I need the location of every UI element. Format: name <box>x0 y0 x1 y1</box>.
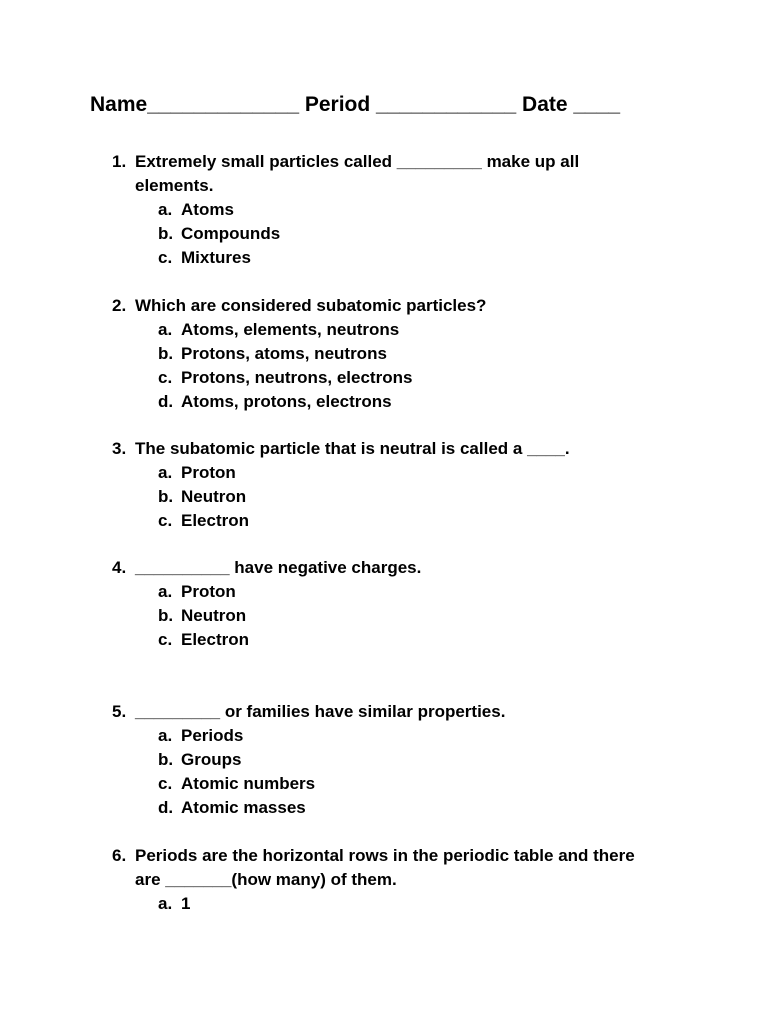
question-text: __________ have negative charges. <box>135 558 422 577</box>
option-text: Protons, neutrons, electrons <box>181 368 413 387</box>
question-number: 2. <box>112 296 127 315</box>
answer-option <box>0 892 768 916</box>
question-number: 6. <box>112 846 127 865</box>
question-number: 1. <box>112 152 127 171</box>
option-letter: a. <box>158 726 173 745</box>
option-text: Atoms, protons, electrons <box>181 392 392 411</box>
question-text: elements. <box>135 176 214 195</box>
option-letter: a. <box>158 894 173 913</box>
question-line <box>0 174 768 198</box>
question-line <box>0 437 768 461</box>
option-letter: d. <box>158 392 174 411</box>
answer-option <box>0 318 768 342</box>
option-letter: b. <box>158 344 174 363</box>
answer-option <box>0 724 768 748</box>
answer-option <box>0 342 768 366</box>
question-number: 5. <box>112 702 127 721</box>
question-text: Which are considered subatomic particles? <box>135 296 487 315</box>
answer-option <box>0 628 768 652</box>
option-letter: b. <box>158 750 174 769</box>
option-letter: c. <box>158 630 173 649</box>
question-5 <box>0 700 768 820</box>
answer-option <box>0 198 768 222</box>
option-letter: c. <box>158 368 173 387</box>
option-letter: a. <box>158 582 173 601</box>
worksheet-header: Name_____________ Period ____________ Date ____ <box>90 93 621 116</box>
option-letter: d. <box>158 798 174 817</box>
option-text: 1 <box>181 894 191 913</box>
question-line <box>0 556 768 580</box>
question-number: 3. <box>112 439 127 458</box>
option-letter: b. <box>158 487 174 506</box>
option-letter: b. <box>158 606 174 625</box>
option-text: Neutron <box>181 487 247 506</box>
question-text: _________ or families have similar properties. <box>135 702 506 721</box>
answer-option <box>0 772 768 796</box>
question-3 <box>0 437 768 533</box>
option-text: Atomic masses <box>181 798 306 817</box>
answer-option <box>0 390 768 414</box>
question-line <box>0 868 768 892</box>
option-text: Protons, atoms, neutrons <box>181 344 387 363</box>
option-letter: c. <box>158 774 173 793</box>
answer-option <box>0 748 768 772</box>
question-text: Extremely small particles called _________ make up all <box>135 152 580 171</box>
question-line <box>0 150 768 174</box>
option-letter: a. <box>158 320 173 339</box>
option-text: Neutron <box>181 606 247 625</box>
question-line <box>0 844 768 868</box>
option-text: Periods <box>181 726 244 745</box>
question-4 <box>0 556 768 652</box>
question-text: The subatomic particle that is neutral is called a ____. <box>135 439 570 458</box>
option-text: Electron <box>181 511 250 530</box>
answer-option <box>0 485 768 509</box>
answer-option <box>0 461 768 485</box>
option-text: Atoms <box>181 200 234 219</box>
question-line <box>0 700 768 724</box>
answer-option <box>0 604 768 628</box>
option-letter: b. <box>158 224 174 243</box>
option-text: Electron <box>181 630 250 649</box>
answer-option <box>0 246 768 270</box>
answer-option <box>0 222 768 246</box>
question-6 <box>0 844 768 916</box>
question-2 <box>0 294 768 414</box>
option-letter: a. <box>158 200 173 219</box>
option-letter: c. <box>158 248 173 267</box>
answer-option <box>0 580 768 604</box>
question-number: 4. <box>112 558 127 577</box>
option-text: Atoms, elements, neutrons <box>181 320 400 339</box>
option-text: Proton <box>181 463 236 482</box>
answer-option <box>0 509 768 533</box>
question-text: are _______(how many) of them. <box>135 870 397 889</box>
option-text: Groups <box>181 750 242 769</box>
option-text: Atomic numbers <box>181 774 316 793</box>
question-text: Periods are the horizontal rows in the periodic table and there <box>135 846 635 865</box>
option-text: Proton <box>181 582 236 601</box>
answer-option <box>0 366 768 390</box>
option-text: Compounds <box>181 224 281 243</box>
option-text: Mixtures <box>181 248 251 267</box>
option-letter: c. <box>158 511 173 530</box>
question-1 <box>0 150 768 270</box>
option-letter: a. <box>158 463 173 482</box>
answer-option <box>0 796 768 820</box>
question-line <box>0 294 768 318</box>
